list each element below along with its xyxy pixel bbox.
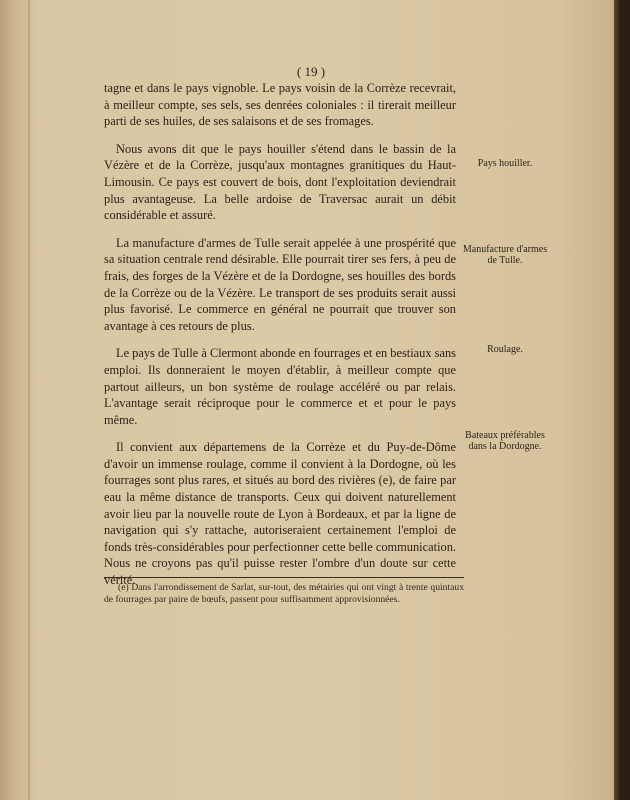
margin-note-bateaux: Bateaux préférables dans la Dordogne. [465,430,545,452]
page-number: ( 19 ) [296,64,326,79]
paragraph-3: La manufacture d'armes de Tulle serait appelée à une prospérité que sa situation centrale rend désirable. Elle pourrait tirer ses fers, à peu de frais, des forges de la Vézère et de la Dordogne, ses houilles des bords de la Corrèze ou de la Vézère. Le transport de ses produits serait aussi plus favorisé. Le commerce en général ne pourrait que trouver son avantage à ces retours de plus. [104,235,456,333]
paragraph-4: Le pays de Tulle à Clermont abonde en fourrages et en bestiaux sans emploi. Ils donneraient le moyen d'établir, à meilleur compte que partout ailleurs, un bon système de roulage accéléré ou par relais. L'avantage serait réciproque pour le commerce et et pour le pays même. [104,346,456,427]
margin-note-roulage: Roulage. [487,344,523,355]
paragraph-2: Nous avons dit que le pays houiller s'étend dans le bassin de la Vézère et de la Corrèze, jusqu'aux montagnes granitiques du Haut-Limousin. Ce pays est couvert de bois, dont l'exploitation deviendrait plus avantageuse. La belle ardoise de Traversac aurait un débit considérable et assuré. [104,141,456,223]
paragraph-5: Il convient aux départemens de la Corrèze et du Puy-de-Dôme d'avoir un immense roulage, comme il convient à la Dordogne, où les fourrages sont plus rares, et situés au bord des rivières (e), de faire par eau la même distance de transports. Ceux qui doivent naturellement avoir lieu par la nouvelle route de Lyon à Bordeaux, et par la ligne de navigation qui s'y rattache, autoriseraient certainement l'emploi de fonds très-considérables pour perfectionner cette belle communication. Nous ne croyons pas qu'il puisse rester l'ombre d'un doute sur cette vérité. [104,440,456,588]
page-edge-shadow [614,0,622,800]
main-text [104,80,456,600]
margin-note-pays-houiller: Pays houiller. [477,158,533,169]
footnote-text: (e) Dans l'arrondissement de Sarlat, sur-tout, des métairies qui ont vingt à trente quintaux de fourrages par paire de bœufs, passent pour suffisamment approvisionnées. [104,582,464,606]
margin-note-manufacture: Manufacture d'armes de Tulle. [462,244,548,266]
page-fold-shadow [28,0,31,800]
footnote-rule [104,577,464,578]
paragraph-1: tagne et dans le pays vignoble. Le pays voisin de la Corrèze recevrait, à meilleur compte, ses sels, ses denrées coloniales : il tirerait meilleur parti de ses huiles, de ses salaisons et de ses fromages. [104,81,456,129]
footnote [104,582,464,607]
